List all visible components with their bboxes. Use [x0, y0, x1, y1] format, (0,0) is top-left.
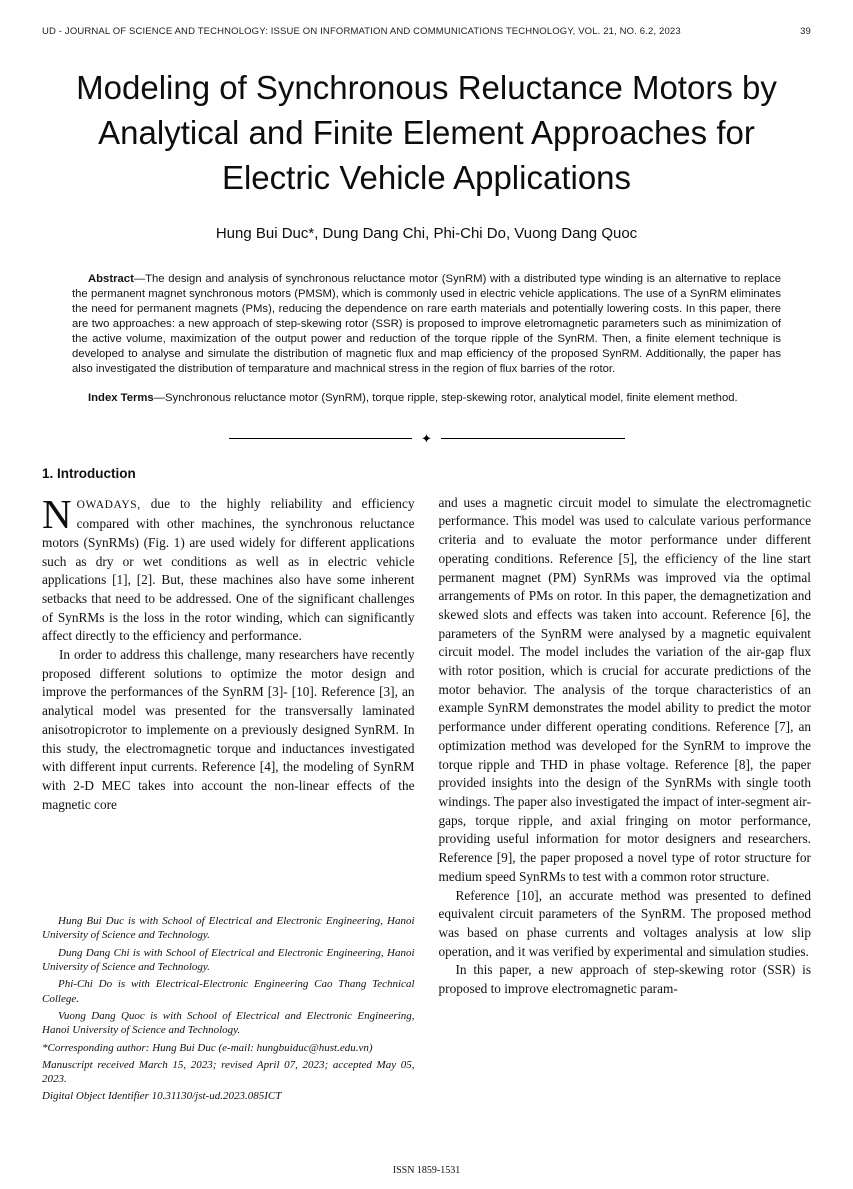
ornament-star-icon: ✦ — [421, 430, 432, 446]
issn-label: ISSN 1859-1531 — [392, 1165, 461, 1176]
authors-line: Hung Bui Duc*, Dung Dang Chi, Phi-Chi Do, Vuong Dang Quoc — [215, 224, 638, 242]
index-terms-label: Index Terms — [88, 391, 154, 404]
intro-paragraph-2: In order to address this challenge, many researchers have recently proposed different solutions to optimize the motor design and improve the performances of the SynRM [3]- [10]. Reference [3], an analytical model was presented for the transversally laminated anisotropicrotor to implemente on a previously designed SynRM. In this study, the electromagnetic torque and inductances investigated with different input currents. Reference [4], the modeling of SynRM with 2-D MEC takes into account the non-linear effects of the magnetic core — [42, 647, 415, 812]
paper-title: Modeling of Synchronous Reluctance Motors by Analytical and Finite Element Approaches for Electric Vehicle Applications — [76, 69, 777, 197]
dropcap-letter: N — [42, 491, 72, 538]
page-footer — [0, 1165, 853, 1176]
separator-rule-right — [441, 438, 625, 439]
body-columns — [42, 461, 811, 1107]
journal-line: UD - JOURNAL OF SCIENCE AND TECHNOLOGY: ISSUE ON INFORMATION AND COMMUNICATIONS TECHNOLOGY, VOL. 21, NO. 6.2, 2023 — [42, 26, 681, 37]
footnote-doi: Digital Object Identifier 10.31130/jst-ud.2023.085ICT — [42, 1090, 282, 1103]
footnote-affiliation-2: Dung Dang Chi is with School of Electrical and Electronic Engineering, Hanoi University of Science and Technology. — [42, 946, 415, 974]
separator-rule-left — [229, 438, 413, 439]
footnote-affiliation-4: Vuong Dang Quoc is with School of Electrical and Electronic Engineering, Hanoi University of Science and Technology. — [42, 1009, 415, 1037]
footnote-affiliation-1: Hung Bui Duc is with School of Electrical and Electronic Engineering, Hanoi University of Science and Technology. — [42, 915, 415, 942]
section-separator — [229, 432, 625, 445]
intro-paragraph-5: In this paper, a new approach of step-skewing rotor (SSR) is proposed to improve electromagnetic param- — [438, 962, 811, 997]
intro-paragraph-1 — [42, 491, 415, 646]
index-terms-paragraph — [72, 391, 781, 406]
intro-paragraph-3: and uses a magnetic circuit model to simulate the electromagnetic performance. This model was used to calculate various performance criteria and to evaluate the motor performance under different operating conditions. Reference [5], the efficiency of the line start permanent magnet (PM) SynRMs was improved via the optimal arrangements of PMs on rotor. In this paper, the demagnetization and skewed slots and effects was taken into account. Reference [6], the parameters of the SynRM were analysed by a magnetic equivalent circuit model. The model includes the variation of the air-gap flux with rotor position, which is crucial for accurate predictions of the motor behavior. The analysis of the torque characteristics of an example SynRM demonstrates the model ability to predict the motor performance under different operating conditions. Reference [7], an optimization method was developed for the SynRM to improve the torque ripple and THD in phase voltage. Reference [8], the paper provided insights into the design of the SynRMs with single tooth windings. The paper also investigated the impact of inter-segment air-gaps, torque ripple, and axial fringing on motor performance, providing useful information for motor designers and researchers. Reference [9], the paper proposed a novel type of rotor structure for medium speed SynRMs to test with a common rotor structure. — [438, 494, 811, 884]
left-column — [42, 461, 415, 1107]
abstract-block — [72, 272, 781, 406]
footnote-corresponding-author: *Corresponding author: Hung Bui Duc (e-mail: hungbuiduc@hust.edu.vn) — [42, 1041, 373, 1054]
abstract-label: Abstract — [88, 272, 134, 285]
index-terms-text: —Synchronous reluctance motor (SynRM), torque ripple, step-skewing rotor, analytical model, finite element method. — [153, 391, 738, 404]
section-heading-introduction: 1. Introduction — [42, 465, 136, 481]
lead-word: OWADAYS, — [76, 499, 141, 512]
footnote-affiliation-3: Phi-Chi Do is with Electrical-Electronic Engineering Cao Thang Technical College. — [42, 978, 415, 1005]
abstract-text: —The design and analysis of synchronous reluctance motor (SynRM) with a distributed type winding is an alternative to replace the permanent magnet synchronous motors (PMSM), which is commonly used in electric vehicle applications. The use of a SynRM eliminates the need for permanent magnets (PMs), reducing the dependence on rare earth materials and potentially lowering costs. In this paper, there are two approaches: a new approach of step-skewing rotor (SSR) is proposed to improve eletromagnetic parameters such as minimization of the active volume, maximization of the output power and reduction of the torque ripple of the SynRM. Then, a finite element technique is developed to analyse and simulate the distribution of magnetic flux and map efficiency of the proposed SynRM. Additionally, the paper has also investigated the distribution of temparature and machnical stress in the region of flux barries of the rotor. — [72, 272, 781, 375]
running-head — [42, 26, 811, 37]
intro-paragraph-4: Reference [10], an accurate method was presented to defined equivalent circuit parameters of the SynRM. The proposed method was based on phase currents and voltages analysis at low slip operation, and it was verified by experimental and simulation studies. — [438, 887, 811, 959]
intro-paragraph-1-text: due to the highly reliability and efficiency compared with other machines, the synchronous reluctance motors (SynRMs) (Fig. 1) are used widely for different applications such as dry or wet conditions as well as in electric vehicle applications [1], [2]. But, these machines also have some inherent setbacks that need to be addressed. One of the significant challenges of SynRMs is the loss in the rotor winding, which can significantly affect directly to the efficiency and performance. — [42, 496, 415, 644]
footnote-manuscript-history: Manuscript received March 15, 2023; revised April 07, 2023; accepted May 05, 2023. — [42, 1058, 415, 1086]
footnotes-block — [42, 902, 415, 1107]
right-column — [439, 461, 812, 1107]
abstract-paragraph — [72, 272, 781, 377]
page-number: 39 — [800, 26, 811, 37]
